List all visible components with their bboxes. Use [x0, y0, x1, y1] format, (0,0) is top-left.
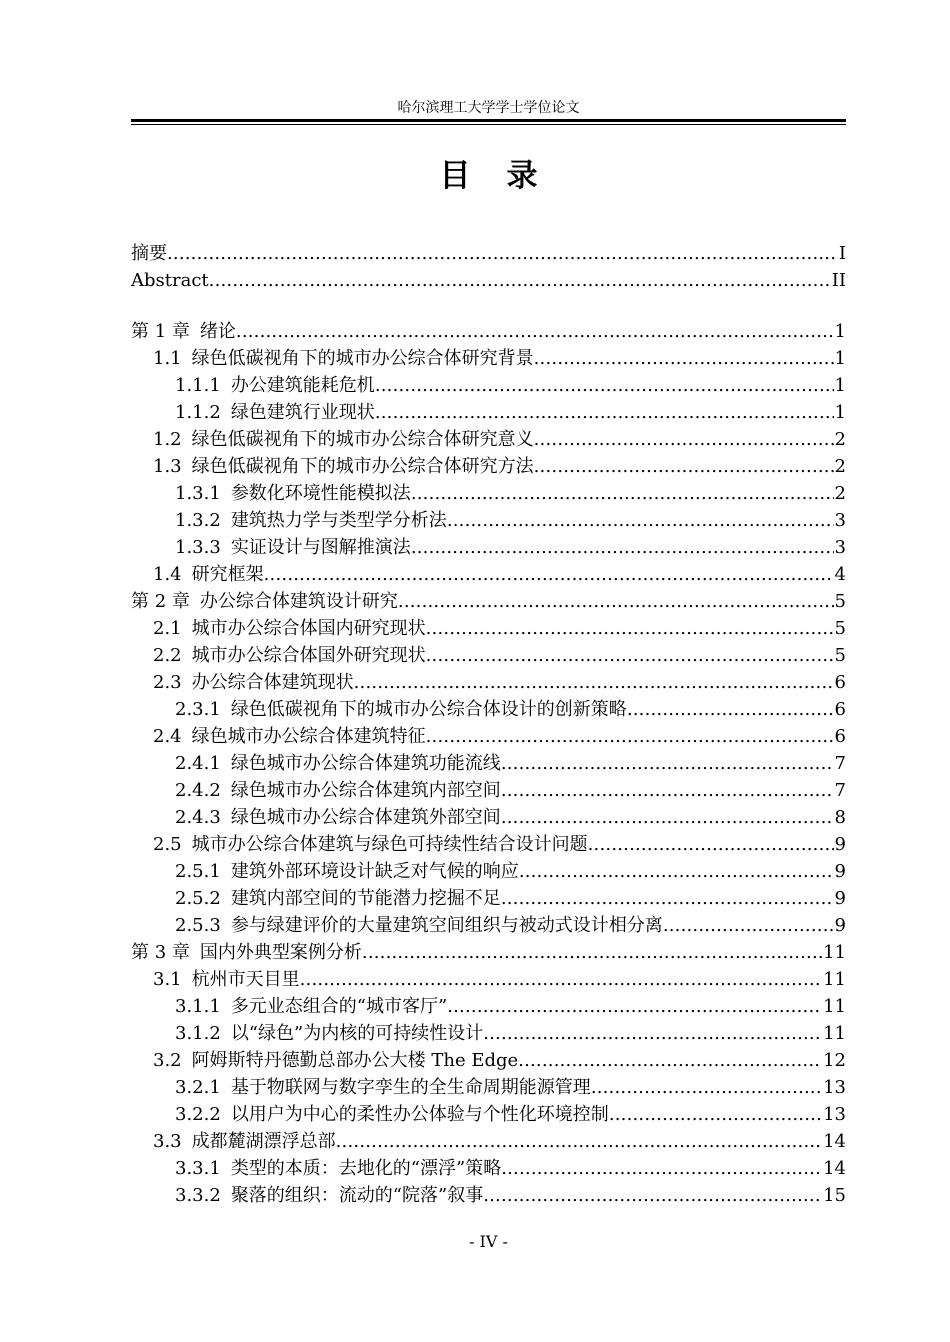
toc-entry-number: 2.4.1 [175, 753, 221, 774]
toc-dot-leader [534, 453, 834, 480]
toc-dot-leader [236, 318, 834, 345]
toc-dot-leader [209, 267, 831, 294]
toc-entry-number: 2.5.1 [175, 861, 221, 882]
toc-entry-page: 6 [834, 699, 846, 720]
title-char-1: 目 [439, 158, 471, 194]
toc-dot-leader [609, 1101, 822, 1128]
toc-entry-title: 参与绿建评价的大量建筑空间组织与被动式设计相分离 [230, 915, 663, 936]
toc-entry-title: 成都麓湖漂浮总部 [191, 1131, 336, 1152]
toc-entry[interactable] [131, 345, 846, 372]
toc-entry[interactable] [131, 642, 846, 669]
toc-entry-page: 2 [834, 483, 846, 504]
toc-entry-number: 3.3.1 [175, 1158, 221, 1179]
toc-entry-number: 2.3.1 [175, 699, 221, 720]
toc-entry-number: 1.4 [153, 564, 182, 585]
toc-entry-title: 研究框架 [191, 564, 264, 585]
toc-dot-leader [447, 993, 822, 1020]
toc-entry-number: 3.1.1 [175, 996, 221, 1017]
toc-entry-page: 2 [834, 456, 846, 477]
toc-entry-title: 多元业态组合的“城市客厅” [230, 996, 448, 1017]
toc-entry[interactable] [131, 1020, 846, 1047]
toc-dot-leader [501, 1155, 822, 1182]
toc-dot-leader [300, 966, 822, 993]
toc-entry-page: II [831, 270, 846, 291]
toc-entry[interactable] [131, 480, 846, 507]
toc-entry-number: 2.4.3 [175, 807, 221, 828]
toc-dot-leader [591, 1074, 822, 1101]
toc-entry[interactable] [131, 240, 846, 267]
page-number: - IV - [469, 1232, 508, 1251]
toc-entry-number: 3.3.2 [175, 1185, 221, 1206]
page-title [131, 156, 846, 196]
toc-entry-number: 1.3.1 [175, 483, 221, 504]
toc-entry[interactable] [131, 1182, 846, 1209]
toc-entry-title: 绿色建筑行业现状 [230, 402, 375, 423]
toc-entry[interactable] [131, 993, 846, 1020]
toc-dot-leader [426, 642, 834, 669]
toc-entry[interactable] [131, 534, 846, 561]
toc-entry-number: 第 2 章 [131, 591, 190, 612]
toc-entry-title: 城市办公综合体国外研究现状 [191, 645, 426, 666]
toc-entry-number: 2.3 [153, 672, 182, 693]
toc-entry-number: 1.1 [153, 348, 182, 369]
toc-entry-number: 3.1.2 [175, 1023, 221, 1044]
toc-entry-page: 5 [834, 591, 846, 612]
toc-entry[interactable] [131, 1074, 846, 1101]
toc-entry-title: Abstract [131, 270, 209, 291]
toc-entry-number: 2.5.3 [175, 915, 221, 936]
toc-entry-number: 3.2.2 [175, 1104, 221, 1125]
toc-entry-number: 2.4 [153, 726, 182, 747]
toc-dot-leader [663, 912, 834, 939]
toc-entry-title: 以“绿色”为内核的可持续性设计 [230, 1023, 484, 1044]
toc-entry-page: 11 [823, 969, 846, 990]
toc-entry-number: 第 3 章 [131, 942, 190, 963]
toc-dot-leader [264, 561, 834, 588]
toc-entry-page: 4 [834, 564, 846, 585]
toc-entry[interactable] [131, 966, 846, 993]
toc-entry-number: 1.3.3 [175, 537, 221, 558]
toc-entry[interactable] [131, 777, 846, 804]
toc-entry-title: 绿色城市办公综合体建筑内部空间 [230, 780, 501, 801]
toc-entry-page: I [838, 243, 846, 264]
toc-entry-number: 2.5 [153, 834, 182, 855]
toc-entry[interactable] [131, 858, 846, 885]
toc-dot-leader [483, 1182, 822, 1209]
toc-entry-page: 1 [834, 402, 846, 423]
toc-entry-number: 1.2 [153, 429, 182, 450]
toc-entry[interactable] [131, 912, 846, 939]
toc-entry-title: 实证设计与图解推演法 [230, 537, 411, 558]
toc-entry-page: 1 [834, 375, 846, 396]
toc-entry[interactable] [131, 453, 846, 480]
toc-entry-page: 1 [834, 321, 846, 342]
toc-entry-title: 绿色低碳视角下的城市办公综合体研究方法 [191, 456, 534, 477]
toc-entry-number: 3.2.1 [175, 1077, 221, 1098]
toc-dot-leader [627, 696, 834, 723]
toc-entry-page: 3 [834, 537, 846, 558]
toc-entry[interactable] [131, 372, 846, 399]
toc-entry-title: 绪论 [199, 321, 236, 342]
toc-entry-title: 基于物联网与数字孪生的全生命周期能源管理 [230, 1077, 591, 1098]
toc-entry-title: 绿色低碳视角下的城市办公综合体研究背景 [191, 348, 534, 369]
toc-dot-leader [411, 480, 834, 507]
toc-dot-leader [411, 534, 834, 561]
toc-dot-leader [426, 615, 834, 642]
toc-dot-leader [501, 804, 834, 831]
toc-entry-page: 11 [823, 1023, 846, 1044]
toc-entry-number: 3.1 [153, 969, 182, 990]
toc-entry[interactable] [131, 1047, 846, 1074]
toc-entry[interactable] [131, 399, 846, 426]
toc-entry[interactable] [131, 1128, 846, 1155]
toc-dot-leader [483, 1020, 822, 1047]
toc-entry-title: 以用户为中心的柔性办公体验与个性化环境控制 [230, 1104, 609, 1125]
toc-entry-number: 2.2 [153, 645, 182, 666]
toc-entry-title: 类型的本质：去地化的“漂浮”策略 [230, 1158, 502, 1179]
toc-entry-title: 城市办公综合体建筑与绿色可持续性结合设计问题 [191, 834, 588, 855]
toc-entry-number: 3.3 [153, 1131, 182, 1152]
toc-entry-title: 聚落的组织：流动的“院落”叙事 [230, 1185, 484, 1206]
toc-entry[interactable] [131, 696, 846, 723]
toc-entry-page: 9 [834, 915, 846, 936]
toc-entry[interactable] [131, 669, 846, 696]
toc-dot-leader [519, 858, 834, 885]
toc-dot-leader [426, 723, 834, 750]
toc-entry-title: 办公综合体建筑现状 [191, 672, 354, 693]
toc-dot-leader [534, 345, 834, 372]
toc-entry-title: 绿色低碳视角下的城市办公综合体设计的创新策略 [230, 699, 627, 720]
toc-spacer [131, 294, 846, 318]
toc-entry-page: 9 [834, 861, 846, 882]
toc-dot-leader [362, 939, 822, 966]
header-rule-thick [131, 119, 846, 122]
toc-entry[interactable] [131, 318, 846, 345]
toc-entry-page: 1 [834, 348, 846, 369]
toc-entry-page: 3 [834, 510, 846, 531]
toc-entry-page: 6 [834, 726, 846, 747]
toc-entry-title: 建筑外部环境设计缺乏对气候的响应 [230, 861, 519, 882]
toc-entry-number: 3.2 [153, 1050, 182, 1071]
title-char-2: 录 [506, 158, 538, 194]
toc-dot-leader [447, 507, 834, 534]
toc-dot-leader [534, 426, 834, 453]
toc-entry-number: 1.1.1 [175, 375, 221, 396]
toc-dot-leader [375, 399, 834, 426]
toc-entry-page: 9 [834, 834, 846, 855]
toc-entry-page: 13 [823, 1104, 846, 1125]
toc-entry-page: 14 [823, 1158, 846, 1179]
toc-dot-leader [501, 885, 834, 912]
toc-entry[interactable] [131, 939, 846, 966]
toc-entry[interactable] [131, 588, 846, 615]
toc-entry-page: 7 [834, 780, 846, 801]
toc-entry[interactable] [131, 426, 846, 453]
toc-entry-title: 参数化环境性能模拟法 [230, 483, 411, 504]
toc-entry-title: 绿色城市办公综合体建筑特征 [191, 726, 426, 747]
toc-entry-page: 13 [823, 1077, 846, 1098]
toc-entry-title: 办公建筑能耗危机 [230, 375, 375, 396]
toc-entry[interactable] [131, 561, 846, 588]
toc-entry-title: 杭州市天目里 [191, 969, 300, 990]
toc-entry-title: 建筑热力学与类型学分析法 [230, 510, 447, 531]
toc-entry-page: 15 [823, 1185, 846, 1206]
table-of-contents [131, 240, 846, 1209]
toc-entry-page: 11 [823, 996, 846, 1017]
toc-entry-page: 5 [834, 618, 846, 639]
toc-entry-title: 建筑内部空间的节能潜力挖掘不足 [230, 888, 501, 909]
toc-dot-leader [398, 588, 834, 615]
toc-entry-title: 城市办公综合体国内研究现状 [191, 618, 426, 639]
toc-entry-number: 2.5.2 [175, 888, 221, 909]
toc-entry-page: 11 [823, 942, 846, 963]
toc-entry-title: 办公综合体建筑设计研究 [199, 591, 398, 612]
header-rule-thin [131, 124, 846, 125]
toc-entry[interactable] [131, 831, 846, 858]
toc-entry[interactable] [131, 723, 846, 750]
toc-dot-leader [354, 669, 834, 696]
toc-entry-number: 1.1.2 [175, 402, 221, 423]
toc-entry[interactable] [131, 1101, 846, 1128]
toc-entry[interactable] [131, 1155, 846, 1182]
toc-entry[interactable] [131, 615, 846, 642]
toc-entry[interactable] [131, 267, 846, 294]
toc-entry[interactable] [131, 507, 846, 534]
toc-entry-number: 第 1 章 [131, 321, 190, 342]
toc-entry-number: 1.3.2 [175, 510, 221, 531]
toc-entry-page: 7 [834, 753, 846, 774]
toc-entry-title: 绿色城市办公综合体建筑外部空间 [230, 807, 501, 828]
toc-entry-page: 6 [834, 672, 846, 693]
toc-dot-leader [501, 777, 834, 804]
toc-dot-leader [501, 750, 834, 777]
toc-dot-leader [588, 831, 834, 858]
toc-entry-page: 8 [834, 807, 846, 828]
toc-entry[interactable] [131, 885, 846, 912]
toc-entry-title: 绿色低碳视角下的城市办公综合体研究意义 [191, 429, 534, 450]
toc-entry-title: 阿姆斯特丹德勤总部办公大楼 The Edge [191, 1050, 519, 1071]
toc-entry-page: 2 [834, 429, 846, 450]
running-header: 哈尔滨理工大学学士学位论文 [397, 100, 580, 116]
toc-dot-leader [336, 1128, 822, 1155]
toc-entry-page: 5 [834, 645, 846, 666]
toc-entry-number: 2.1 [153, 618, 182, 639]
toc-entry-number: 2.4.2 [175, 780, 221, 801]
toc-entry-title: 摘要 [131, 243, 167, 264]
toc-entry-number: 1.3 [153, 456, 182, 477]
toc-entry-title: 绿色城市办公综合体建筑功能流线 [230, 753, 501, 774]
toc-entry[interactable] [131, 804, 846, 831]
toc-entry-title: 国内外典型案例分析 [199, 942, 362, 963]
toc-entry-page: 12 [823, 1050, 846, 1071]
toc-entry[interactable] [131, 750, 846, 777]
toc-dot-leader [167, 240, 838, 267]
toc-entry-page: 9 [834, 888, 846, 909]
toc-dot-leader [375, 372, 834, 399]
toc-dot-leader [518, 1047, 822, 1074]
toc-entry-page: 14 [823, 1131, 846, 1152]
